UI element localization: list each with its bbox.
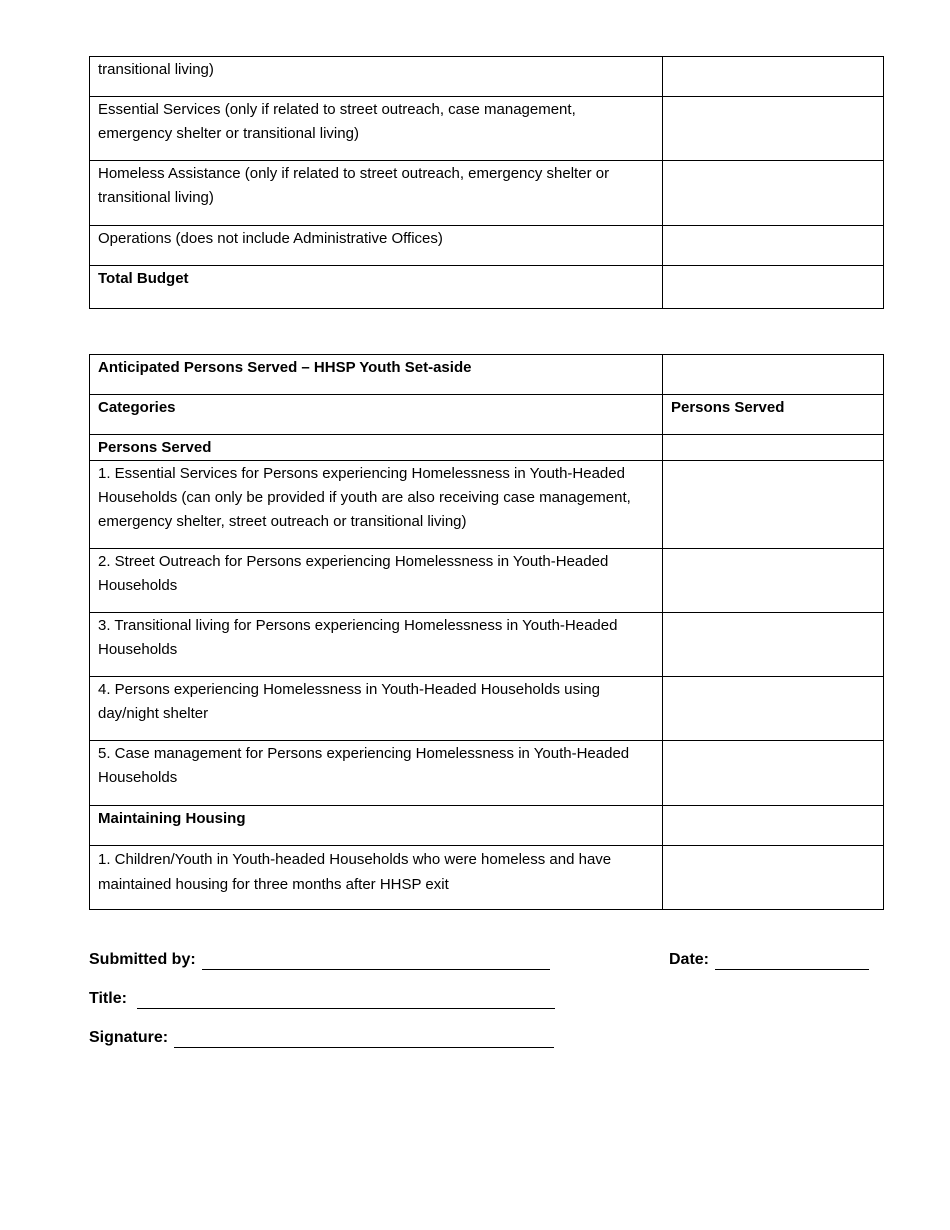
budget-row-label: Operations (does not include Administrative Offices) <box>90 226 663 266</box>
submitted-by-label: Submitted by: <box>89 951 196 968</box>
budget-row-label: Homeless Assistance (only if related to street outreach, emergency shelter or transitional living) <box>90 161 663 226</box>
budget-row-value[interactable] <box>663 161 884 226</box>
signature-label: Signature: <box>89 1029 169 1046</box>
table-row <box>90 57 884 97</box>
table-row <box>90 97 884 161</box>
date-label: Date: <box>669 951 710 968</box>
signature-field[interactable] <box>174 1031 554 1048</box>
date-field[interactable] <box>715 953 869 970</box>
signature-line <box>89 1028 554 1048</box>
table-row <box>90 226 884 266</box>
category-label: 5. Case management for Persons experiencing Homelessness in Youth-Headed Households <box>90 741 663 806</box>
table-row <box>90 461 884 549</box>
budget-row-label: Essential Services (only if related to street outreach, case management, emergency shelter or transitional living) <box>90 97 663 161</box>
submitted-by-field[interactable] <box>202 953 550 970</box>
empty-cell <box>663 806 884 846</box>
table-row <box>90 549 884 613</box>
table-title: Anticipated Persons Served – HHSP Youth Set-aside <box>90 355 663 395</box>
table-row <box>90 161 884 226</box>
date-line <box>669 950 869 970</box>
empty-cell <box>663 355 884 395</box>
section-row <box>90 806 884 846</box>
category-label: 1. Essential Services for Persons experiencing Homelessness in Youth-Headed Households (can only be provided if youth are also receiving case management, emergency shelter, street outreach or transitional living) <box>90 461 663 549</box>
category-label: 3. Transitional living for Persons experiencing Homelessness in Youth-Headed Households <box>90 613 663 677</box>
persons-served-cell[interactable] <box>663 549 884 613</box>
table-header-row <box>90 395 884 435</box>
table-row <box>90 677 884 741</box>
section-row <box>90 435 884 461</box>
persons-served-cell[interactable] <box>663 613 884 677</box>
table-row <box>90 355 884 395</box>
submitted-by-line <box>89 950 550 970</box>
categories-header: Categories <box>90 395 663 435</box>
budget-table <box>89 56 884 309</box>
persons-served-cell[interactable] <box>663 461 884 549</box>
total-budget-value[interactable] <box>663 266 884 309</box>
category-label: 2. Street Outreach for Persons experiencing Homelessness in Youth-Headed Households <box>90 549 663 613</box>
table-row <box>90 266 884 309</box>
section-maintaining-housing: Maintaining Housing <box>90 806 663 846</box>
table-row <box>90 741 884 806</box>
persons-served-cell[interactable] <box>663 741 884 806</box>
persons-served-table <box>89 354 884 910</box>
empty-cell <box>663 435 884 461</box>
category-label: 4. Persons experiencing Homelessness in Youth-Headed Households using day/night shelter <box>90 677 663 741</box>
persons-served-header: Persons Served <box>663 395 884 435</box>
budget-row-label: transitional living) <box>90 57 663 97</box>
title-field[interactable] <box>137 992 555 1009</box>
table-row <box>90 846 884 910</box>
title-line <box>89 989 555 1009</box>
title-label: Title: <box>89 990 127 1007</box>
persons-served-cell[interactable] <box>663 677 884 741</box>
budget-row-value[interactable] <box>663 97 884 161</box>
category-label: 1. Children/Youth in Youth-headed Households who were homeless and have maintained housing for three months after HHSP exit <box>90 846 663 910</box>
budget-row-value[interactable] <box>663 226 884 266</box>
section-persons-served: Persons Served <box>90 435 663 461</box>
budget-row-value[interactable] <box>663 57 884 97</box>
persons-served-cell[interactable] <box>663 846 884 910</box>
table-row <box>90 613 884 677</box>
total-budget-label: Total Budget <box>90 266 663 309</box>
